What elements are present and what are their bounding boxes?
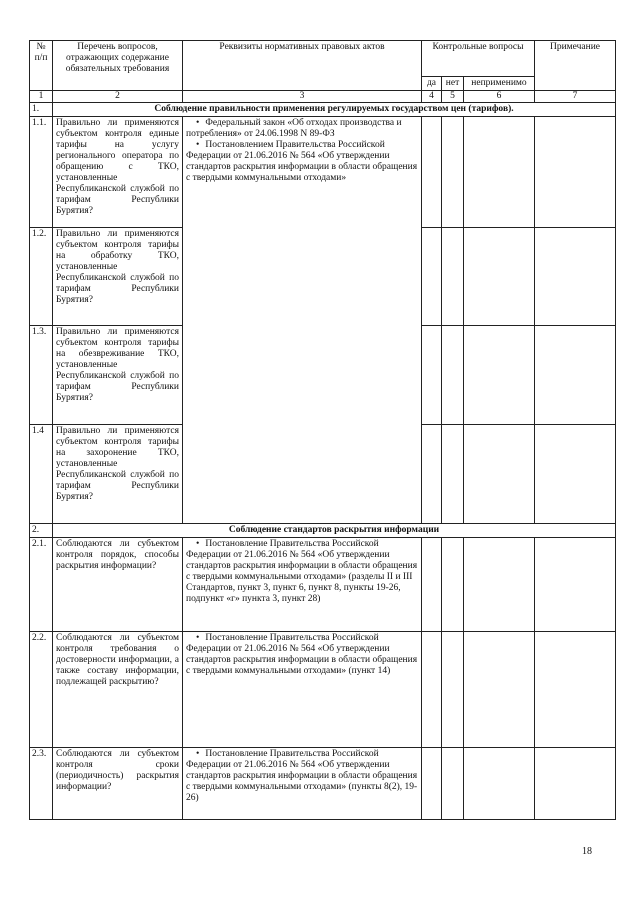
cell-yes[interactable] <box>422 632 442 748</box>
row-question: Правильно ли применяются субъектом контроля тарифы на обработку ТКО, установленные Республиканской службой по тарифам Республики Бурятия? <box>53 228 183 326</box>
section-title: Соблюдение правильности применения регулируемых государством цен (тарифов). <box>53 103 616 117</box>
row-norm <box>183 117 422 524</box>
row-question: Соблюдаются ли субъектом контроля порядок, способы раскрытия информации? <box>53 538 183 632</box>
cell-note[interactable] <box>535 228 616 326</box>
header-na: неприменимо <box>464 77 535 91</box>
norm-text: Постановление Правительства Российской Федерации от 21.06.2016 № 564 «Об утверждении стандартов раскрытия информации в области обращения с твердыми коммунальными отходами» (разделы II и III Стандартов, пункт 3, пункт 6, пункт 8, пункты 19-26, подпункт «г» пункта 3, пункт 28) <box>186 539 418 604</box>
bullet-icon <box>196 749 205 759</box>
cell-note[interactable] <box>535 538 616 632</box>
cell-na[interactable] <box>464 632 535 748</box>
row-num: 1.3. <box>30 326 53 425</box>
bullet-icon <box>196 539 205 549</box>
header-note: Примечание <box>535 41 616 91</box>
cell-no[interactable] <box>442 228 464 326</box>
cell-no[interactable] <box>442 117 464 228</box>
header-num: № п/п <box>30 41 53 91</box>
cell-note[interactable] <box>535 632 616 748</box>
table-row <box>30 632 616 748</box>
cell-note[interactable] <box>535 117 616 228</box>
row-question: Соблюдаются ли субъектом контроля требования о достоверности информации, а также составу информации, подлежащей раскрытию? <box>53 632 183 748</box>
section-num: 2. <box>30 524 53 538</box>
header-acts: Реквизиты нормативных правовых актов <box>183 41 422 91</box>
row-num: 1.1. <box>30 117 53 228</box>
table-row <box>30 117 616 228</box>
row-norm <box>183 538 422 632</box>
checklist-table <box>29 40 616 820</box>
cell-yes[interactable] <box>422 538 442 632</box>
cell-yes[interactable] <box>422 748 442 820</box>
col-number: 7 <box>535 91 616 103</box>
row-question: Правильно ли применяются субъектом контроля тарифы на захоронение ТКО, установленные Республиканской службой по тарифам Республики Бурятия? <box>53 425 183 524</box>
row-num: 1.2. <box>30 228 53 326</box>
norm-text: Постановлением Правительства Российской Федерации от 21.06.2016 № 564 «Об утверждении стандартов раскрытия информации в области обращения с твердыми коммунальными отходами» <box>186 140 418 183</box>
table-row <box>30 748 616 820</box>
column-numbers-row <box>30 91 616 103</box>
row-question: Соблюдаются ли субъектом контроля сроки (периодичность) раскрытия информации? <box>53 748 183 820</box>
cell-yes[interactable] <box>422 228 442 326</box>
section-row <box>30 524 616 538</box>
col-number: 4 <box>422 91 442 103</box>
section-num: 1. <box>30 103 53 117</box>
bullet-icon <box>196 140 205 150</box>
col-number: 6 <box>464 91 535 103</box>
header-no: нет <box>442 77 464 91</box>
cell-no[interactable] <box>442 425 464 524</box>
cell-na[interactable] <box>464 117 535 228</box>
cell-no[interactable] <box>442 326 464 425</box>
norm-text: Постановление Правительства Российской Федерации от 21.06.2016 № 564 «Об утверждении стандартов раскрытия информации в области обращения с твердыми коммунальными отходами» (пункт 14) <box>186 633 418 676</box>
row-num: 1.4 <box>30 425 53 524</box>
cell-na[interactable] <box>464 538 535 632</box>
cell-na[interactable] <box>464 748 535 820</box>
row-num: 2.3. <box>30 748 53 820</box>
col-number: 2 <box>53 91 183 103</box>
section-title: Соблюдение стандартов раскрытия информации <box>53 524 616 538</box>
cell-no[interactable] <box>442 632 464 748</box>
cell-yes[interactable] <box>422 425 442 524</box>
row-question: Правильно ли применяются субъектом контроля единые тарифы на услугу регионального оператора по обращению с ТКО, установленные Республиканской службой по тарифам Республики Бурятия? <box>53 117 183 228</box>
cell-na[interactable] <box>464 326 535 425</box>
cell-note[interactable] <box>535 326 616 425</box>
norm-text: Федеральный закон «Об отходах производства и потребления» от 24.06.1998 N 89-ФЗ <box>186 118 402 139</box>
header-control: Контрольные вопросы <box>422 41 535 77</box>
cell-yes[interactable] <box>422 117 442 228</box>
table-row <box>30 538 616 632</box>
cell-no[interactable] <box>442 538 464 632</box>
col-number: 1 <box>30 91 53 103</box>
row-question: Правильно ли применяются субъектом контроля тарифы на обезвреживание ТКО, установленные Республиканской службой по тарифам Республики Бурятия? <box>53 326 183 425</box>
cell-na[interactable] <box>464 228 535 326</box>
bullet-icon <box>196 633 205 643</box>
row-num: 2.1. <box>30 538 53 632</box>
bullet-icon <box>196 118 205 128</box>
row-norm <box>183 632 422 748</box>
header-yes: да <box>422 77 442 91</box>
cell-note[interactable] <box>535 748 616 820</box>
col-number: 3 <box>183 91 422 103</box>
header-questions: Перечень вопросов, отражающих содержание обязательных требования <box>53 41 183 91</box>
row-num: 2.2. <box>30 632 53 748</box>
section-row <box>30 103 616 117</box>
cell-na[interactable] <box>464 425 535 524</box>
cell-no[interactable] <box>442 748 464 820</box>
page-number: 18 <box>582 846 592 857</box>
cell-yes[interactable] <box>422 326 442 425</box>
norm-text: Постановление Правительства Российской Федерации от 21.06.2016 № 564 «Об утверждении стандартов раскрытия информации в области обращения с твердыми коммунальными отходами» (пункты 8(2), 19-26) <box>186 749 418 803</box>
cell-note[interactable] <box>535 425 616 524</box>
col-number: 5 <box>442 91 464 103</box>
row-norm <box>183 748 422 820</box>
